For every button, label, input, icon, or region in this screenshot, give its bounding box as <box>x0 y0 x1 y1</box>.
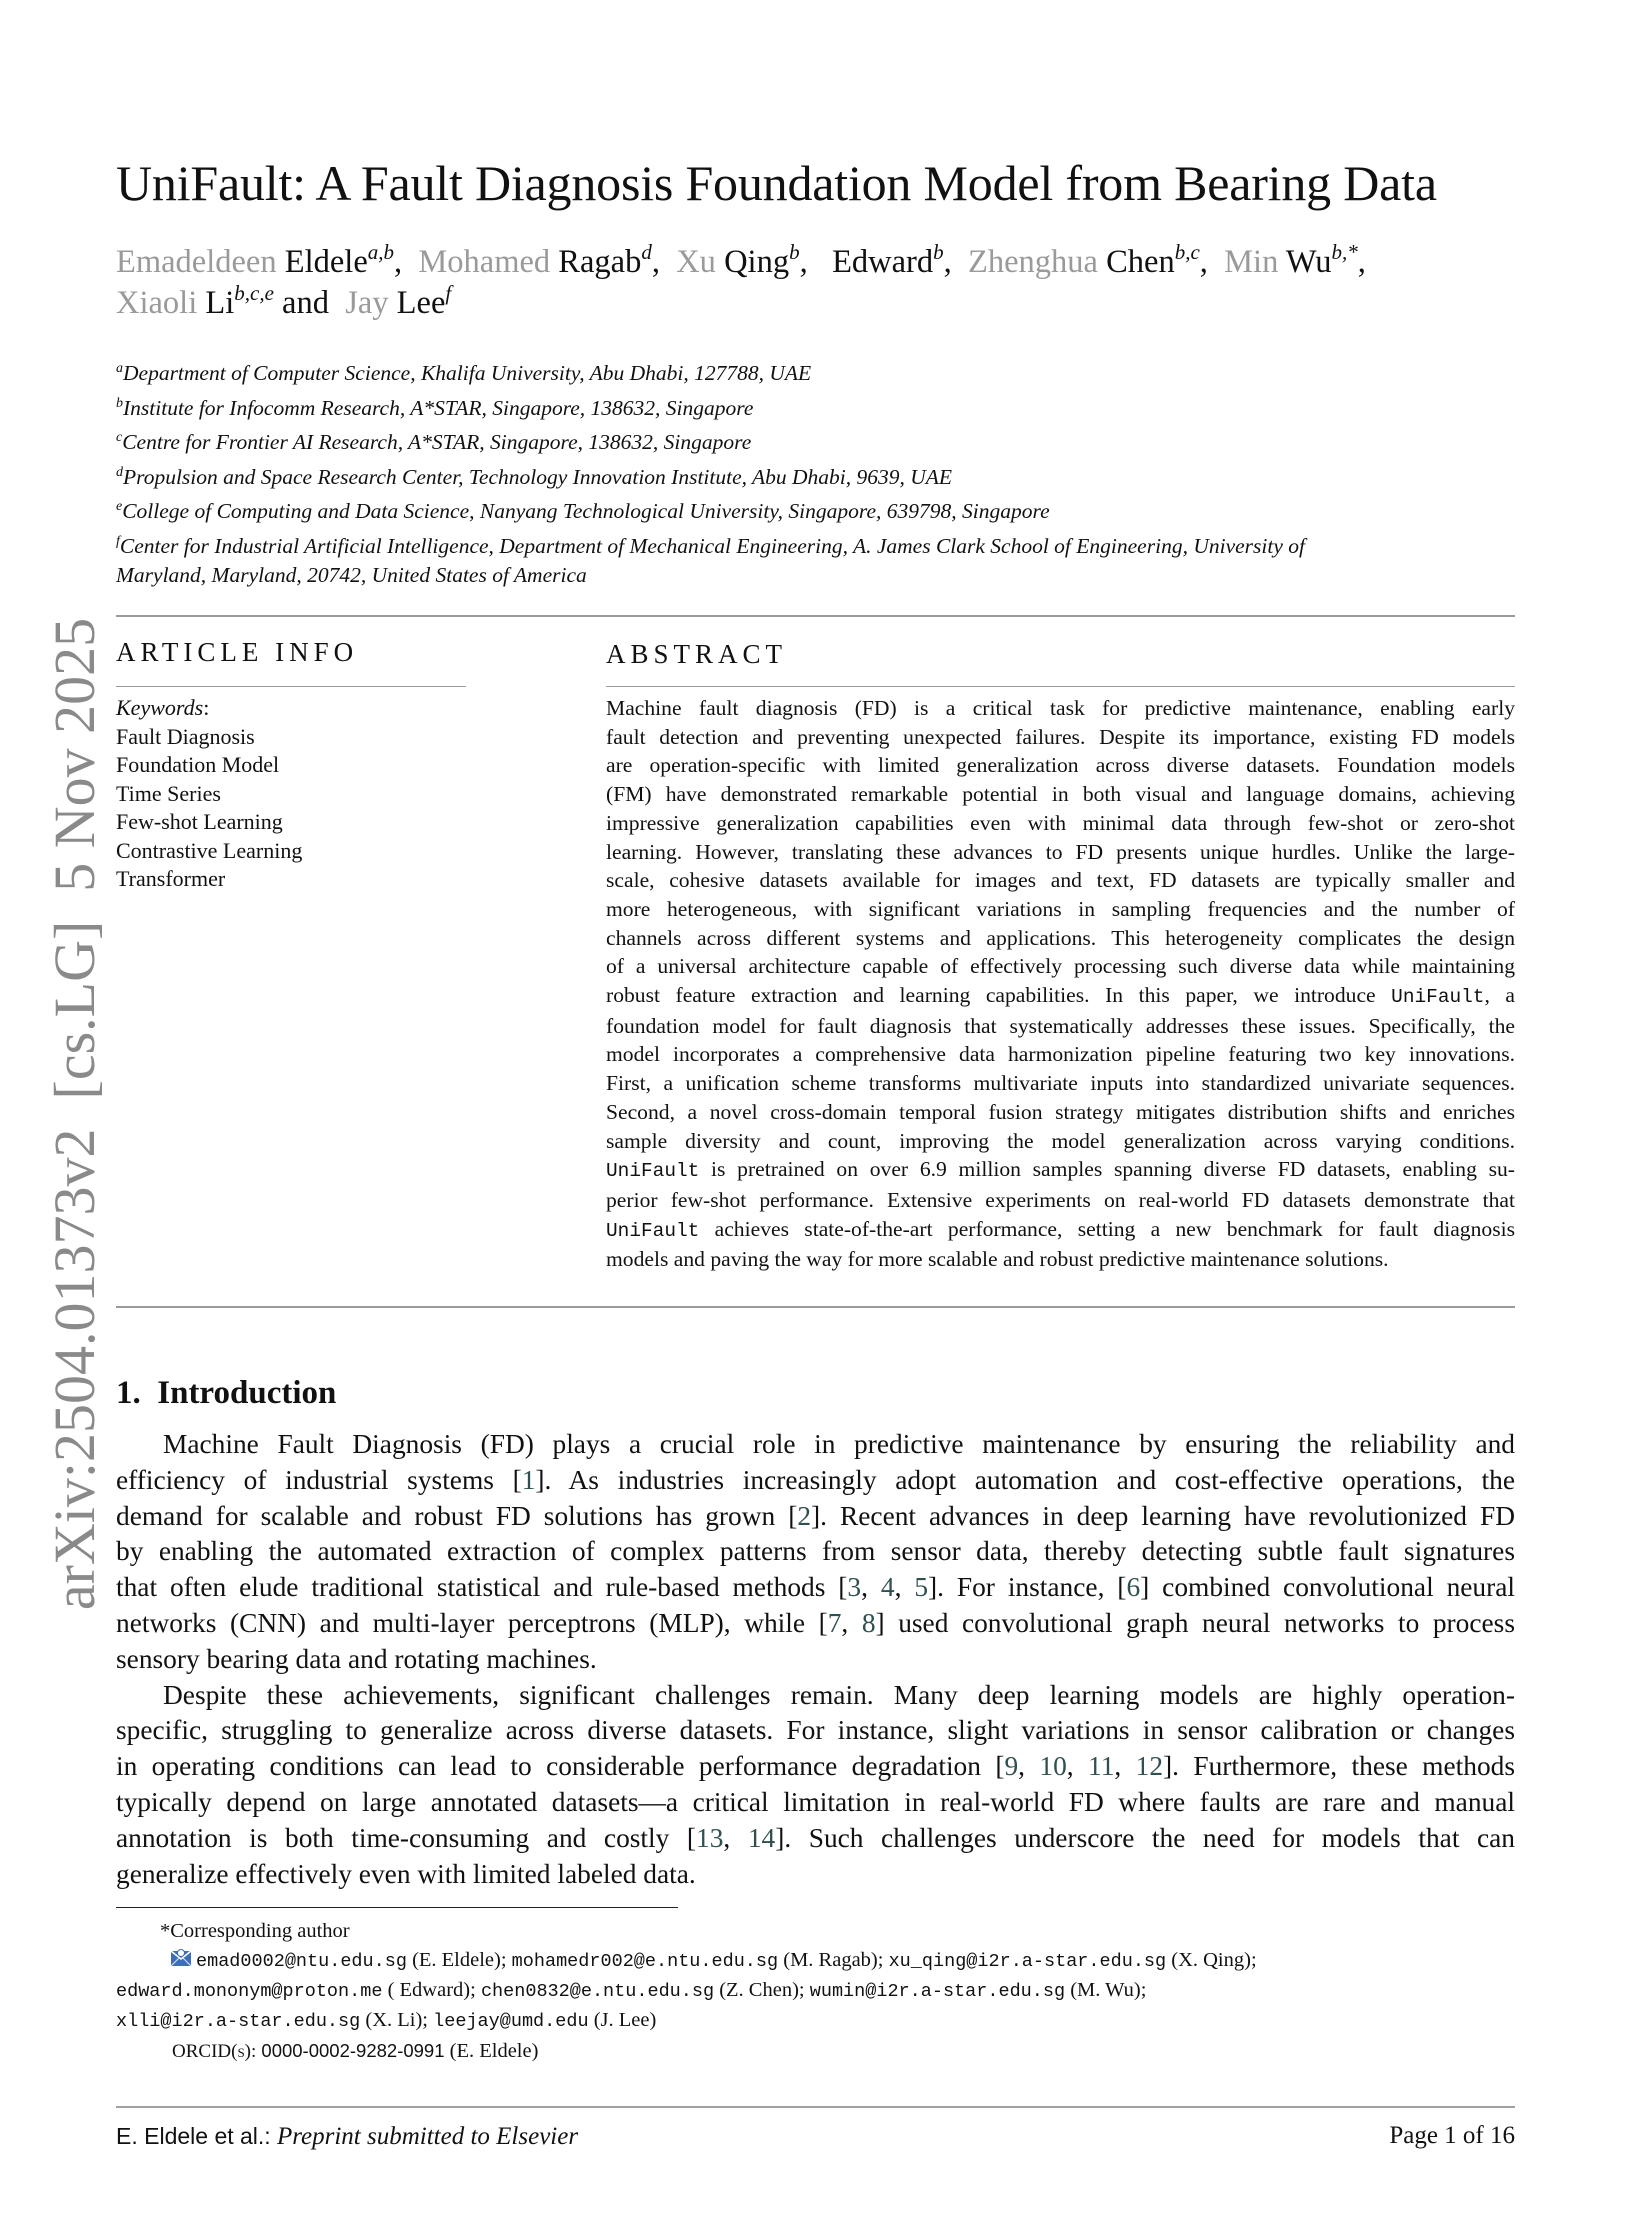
text-run: (E. Eldele); <box>406 1949 512 1971</box>
text-line <box>606 1012 1515 1041</box>
affiliation-mark: a <box>116 361 123 376</box>
affiliation <box>116 356 811 390</box>
text-run: , <box>861 1572 881 1603</box>
email-link[interactable]: wumin@i2r.a-star.edu.sg <box>809 1981 1066 2002</box>
text-run: ] combined convolutional neural <box>1140 1572 1516 1603</box>
email-line <box>116 1976 1257 2006</box>
author-first-name: Jay <box>345 285 389 321</box>
text-run: (M. Wu); <box>1065 1979 1147 2001</box>
text-run: (M. Ragab); <box>778 1949 889 1971</box>
author-affiliation-marks: a,b <box>367 240 395 264</box>
author-affiliation-marks: b <box>789 240 800 264</box>
text-run: that often elude traditional statistical and rule-based methods [ <box>116 1572 848 1603</box>
text-line <box>606 838 1515 867</box>
citation-link[interactable]: 12 <box>1135 1751 1164 1782</box>
affiliation <box>116 425 751 459</box>
author-affiliation-marks: b <box>933 240 944 264</box>
text-line <box>116 1606 1515 1642</box>
text-run: , <box>1114 1751 1136 1782</box>
text-line <box>116 1857 1515 1893</box>
email-link[interactable]: edward.mononym@proton.me <box>116 1981 383 2002</box>
text-line <box>606 1040 1515 1069</box>
text-run: of a universal architecture capable of effectively processing such diverse data while maintaining <box>606 954 1515 979</box>
author-last-name: Li <box>205 285 235 321</box>
text-run: Second, a novel cross-domain temporal fusion strategy mitigates distribution shifts and enriches <box>606 1099 1515 1124</box>
text-run: , a <box>1484 983 1515 1008</box>
keywords-label: Keywords <box>116 695 204 720</box>
text-run: Machine fault diagnosis (FD) is a critical task for predictive maintenance, enabling early <box>606 696 1515 720</box>
email-line <box>116 1946 1257 1976</box>
author-name <box>116 240 395 280</box>
affiliation-mark: b <box>116 396 123 411</box>
arxiv-identifier: arXiv:2504.01373v2 [cs.LG] 5 Nov 2025 <box>42 617 107 1611</box>
page-number: Page 1 of 16 <box>1389 2122 1515 2149</box>
text-run: more heterogeneous, with significant variations in sampling frequencies and the number of <box>606 896 1515 921</box>
model-name: UniFault <box>606 1219 700 1242</box>
text-line <box>116 1749 1515 1785</box>
email-line <box>116 2006 1257 2036</box>
text-run: networks (CNN) and multi-layer perceptrons (MLP), while [ <box>116 1607 828 1638</box>
text-run: foundation model for fault diagnosis that systematically addresses these issues. Specifically, the <box>606 1013 1515 1038</box>
text-line <box>606 1069 1515 1098</box>
citation-link[interactable]: 11 <box>1088 1751 1115 1782</box>
text-run: ]. For instance, [ <box>928 1572 1127 1603</box>
affiliation-text: Department of Computer Science, Khalifa University, Abu Dhabi, 127788, UAE <box>123 361 812 385</box>
affiliation-text: Centre for Frontier AI Research, A*STAR, Singapore, 138632, Singapore <box>122 430 752 454</box>
orcid-id-link[interactable]: 0000-0002-9282-0991 <box>261 2040 445 2061</box>
author-first-name: Min <box>1224 244 1279 280</box>
author-affiliation-marks: b,c <box>1174 240 1200 264</box>
author-name <box>968 240 1200 280</box>
author-line-1: Emadeldeen Eldele$^{a,b}$, Mohamed Ragab$^d$, Xu Qing$^b$, Edward$^b$, Zhenghua Chen$^{b,c}$, Min $Wu^{b,*}$, <box>116 240 1366 280</box>
affiliation-mark: f <box>116 534 120 549</box>
text-run: achieves state-of-the-art performance, setting a new benchmark for fault diagnosis <box>699 1216 1515 1241</box>
email-link[interactable]: xlli@i2r.a-star.edu.sg <box>116 2011 361 2032</box>
text-run: robust feature extraction and learning capabilities. In this paper, we introduce <box>606 983 1392 1008</box>
footer-venue: Preprint submitted to Elsevier <box>276 2123 579 2150</box>
text-run: ] used convolutional graph neural networks to process <box>875 1607 1515 1638</box>
text-line <box>116 1713 1515 1749</box>
text-run: sample diversity and count, improving the model generalization across varying conditions. <box>606 1128 1515 1153</box>
text-line <box>116 1642 1515 1678</box>
author-conjunction: and <box>282 285 329 321</box>
author-name <box>1224 240 1358 280</box>
text-line <box>116 1570 1515 1606</box>
keyword: Time Series <box>116 780 221 806</box>
section-number: 1. <box>116 1375 141 1411</box>
text-run: ]. Furthermore, these methods <box>1163 1751 1515 1782</box>
footer-authors: E. Eldele et al.: <box>116 2123 271 2149</box>
author-last-name: Wu <box>1285 244 1332 280</box>
keyword: Few-shot Learning <box>116 809 283 834</box>
affiliation-text: Center for Industrial Artificial Intelligence, Department of Mechanical Engineering, A. James Clark School of Engineering, University of <box>119 534 1305 558</box>
citation-link[interactable]: 5 <box>914 1572 929 1603</box>
text-run: model incorporates a comprehensive data harmonization pipeline featuring two key innovations. <box>606 1042 1515 1067</box>
footnote-rule <box>116 1907 678 1908</box>
email-link[interactable]: leejay@umd.edu <box>433 2011 589 2032</box>
text-line <box>606 1155 1515 1186</box>
author-name <box>116 281 274 321</box>
author-first-name: Emadeldeen <box>116 244 277 280</box>
abstract-bottom-divider <box>116 1306 1515 1308</box>
author-affiliation-marks: d <box>641 240 652 264</box>
text-run: by enabling the automated extraction of complex patterns from sensor data, thereby detecting subtle fault signatures <box>116 1536 1515 1567</box>
affiliation-mark: d <box>116 465 123 480</box>
abstract-divider <box>606 686 1515 687</box>
text-line <box>606 809 1515 838</box>
author-first-name: Zhenghua <box>968 244 1098 280</box>
text-line <box>606 1127 1515 1156</box>
affiliation <box>116 391 753 425</box>
text-line <box>606 751 1515 780</box>
text-line <box>116 1534 1515 1570</box>
paragraph <box>116 1678 1515 1893</box>
text-line <box>606 981 1515 1012</box>
citation-link[interactable]: 14 <box>747 1822 776 1853</box>
author-affiliation-marks: b,c,e <box>234 281 274 305</box>
text-run: Machine Fault Diagnosis (FD) plays a crucial role in predictive maintenance by ensuring the reliability and <box>163 1429 1515 1459</box>
text-line <box>606 694 1515 723</box>
text-run: channels across different systems and applications. This heterogeneity complicates the design <box>606 925 1515 950</box>
citation-link[interactable]: 3 <box>847 1572 862 1603</box>
affiliation-text: College of Computing and Data Science, Nanyang Technological University, Singapore, 639798, Singapore <box>122 499 1050 523</box>
author-last-name: Chen <box>1106 244 1175 280</box>
text-run: efficiency of industrial systems [ <box>116 1464 522 1495</box>
keywords-colon: : <box>203 695 210 720</box>
text-line <box>116 1427 1515 1463</box>
text-run: (Z. Chen); <box>714 1979 810 2001</box>
author-affiliation-marks: f <box>445 281 452 305</box>
affiliation-mark: c <box>116 430 123 445</box>
author-name <box>832 240 944 280</box>
paragraph <box>116 1427 1515 1678</box>
text-run: learning. However, translating these advances to FD presents unique hurdles. Unlike the large- <box>606 839 1515 864</box>
text-run: generalize effectively even with limited labeled data. <box>116 1858 696 1889</box>
footnotes <box>116 1917 1257 2066</box>
affiliation-text: Propulsion and Space Research Center, Technology Innovation Institute, Abu Dhabi, 9639, UAE <box>123 465 953 489</box>
text-run: , <box>723 1822 748 1853</box>
text-run: is pretrained on over 6.9 million samples spanning diverse FD datasets, enabling su- <box>699 1157 1515 1182</box>
footer-rule <box>116 2106 1515 2108</box>
citation-link[interactable]: 10 <box>1039 1751 1067 1782</box>
text-run: specific, struggling to generalize across diverse datasets. For instance, slight variations in sensor calibration or changes <box>116 1715 1515 1746</box>
citation-link[interactable]: 8 <box>861 1607 876 1638</box>
text-line <box>116 1499 1515 1535</box>
text-line <box>606 1215 1515 1246</box>
text-run: ]. Recent advances in deep learning have revolutionized FD <box>811 1500 1515 1531</box>
text-run: (FM) have demonstrated remarkable potential in both visual and language domains, achieving <box>606 782 1515 807</box>
keyword: Contrastive Learning <box>116 837 303 863</box>
affiliation <box>116 558 587 592</box>
text-run: scale, cohesive datasets available for images and text, FD datasets are typically smaller and <box>606 868 1515 893</box>
text-run: (J. Lee) <box>588 2009 657 2031</box>
text-line <box>606 1186 1515 1215</box>
citation-link[interactable]: 7 <box>827 1607 842 1638</box>
article-info-divider <box>116 686 466 687</box>
citation-link[interactable]: 2 <box>797 1500 812 1531</box>
citation-link[interactable]: 6 <box>1126 1572 1141 1603</box>
author-line-2 <box>116 283 1516 324</box>
affiliation <box>116 494 1050 528</box>
text-run: fault detection and preventing unexpected failures. Despite its importance, existing FD models <box>606 724 1515 749</box>
email-link[interactable]: emad0002@ntu.edu.sg <box>196 1951 407 1972</box>
keyword: Fault Diagnosis <box>116 723 255 749</box>
text-run: First, a unification scheme transforms multivariate inputs into standardized univariate sequences. <box>606 1071 1515 1096</box>
paper-title: UniFault: A Fault Diagnosis Foundation Model from Bearing Data <box>116 155 1437 211</box>
text-run: ]. As industries increasingly adopt automation and cost-effective operations, the <box>535 1464 1516 1495</box>
author-first-name: Xiaoli <box>116 285 198 321</box>
text-run: are operation-specific with limited generalization across diverse datasets. Foundation models <box>606 753 1515 778</box>
author-last-name: Lee <box>396 285 446 321</box>
abstract-text <box>606 694 1515 1274</box>
affiliation-text: Institute for Infocomm Research, A*STAR, Singapore, 138632, Singapore <box>123 396 754 420</box>
text-line <box>606 1098 1515 1127</box>
citation-link[interactable]: 9 <box>1004 1751 1019 1782</box>
text-run: ]. Such challenges underscore the need for models that can <box>775 1822 1515 1853</box>
model-name: UniFault <box>1391 986 1485 1009</box>
text-line <box>116 1463 1515 1499</box>
author-first-name: Mohamed <box>418 244 551 280</box>
author-last-name: Qing <box>724 244 790 280</box>
text-line <box>606 866 1515 895</box>
text-run: ( Edward); <box>382 1979 481 2001</box>
author-first-name: Xu <box>676 244 716 280</box>
top-divider <box>116 615 1515 617</box>
citation-link[interactable]: 1 <box>521 1464 536 1495</box>
author-last-name: Eldele <box>284 244 368 280</box>
affiliation-mark: e <box>116 499 123 514</box>
email-link[interactable]: mohamedr002@e.ntu.edu.sg <box>511 1951 779 1972</box>
section-heading-introduction <box>116 1374 336 1412</box>
text-line <box>606 924 1515 953</box>
author-last-name: Edward <box>832 244 934 280</box>
text-line <box>116 1678 1515 1714</box>
section-title: Introduction <box>157 1375 337 1411</box>
citation-link[interactable]: 4 <box>880 1572 895 1603</box>
author-last-name: Ragab <box>558 244 642 280</box>
text-run: , <box>894 1572 915 1603</box>
text-line <box>606 1245 1515 1274</box>
orcid-name: (E. Eldele) <box>444 2040 539 2062</box>
text-line <box>606 952 1515 981</box>
article-info-heading: ARTICLE INFO <box>116 637 359 667</box>
text-run: , <box>841 1607 862 1638</box>
text-run: sensory bearing data and rotating machines. <box>116 1643 597 1674</box>
text-line <box>116 1785 1515 1821</box>
keyword: Foundation Model <box>116 752 280 777</box>
text-run: models and paving the way for more scalable and robust predictive maintenance solutions. <box>606 1247 1389 1272</box>
text-run: demand for scalable and robust FD solutions has grown [ <box>116 1500 798 1531</box>
text-run: impressive generalization capabilities even with minimal data through few-shot or zero-shot <box>606 810 1515 835</box>
text-run: annotation is both time-consuming and costly [ <box>116 1822 697 1853</box>
text-run: , <box>1018 1751 1040 1782</box>
text-run: , <box>1066 1751 1089 1782</box>
corresponding-author-note: *Corresponding author <box>160 1920 350 1942</box>
text-run: (X. Li); <box>360 2009 434 2031</box>
orcid-label: ORCID(s): <box>172 2041 257 2062</box>
text-run: perior few-shot performance. Extensive experiments on real-world FD datasets demonstrate that <box>606 1187 1515 1212</box>
text-run: in operating conditions can lead to considerable performance degradation [ <box>116 1751 1005 1782</box>
keyword: Transformer <box>116 866 226 891</box>
keywords-block <box>116 694 302 894</box>
text-run: (X. Qing); <box>1166 1949 1257 1971</box>
text-run: typically depend on large annotated datasets—a critical limitation in real-world FD where faults are rare and manual <box>116 1786 1515 1817</box>
text-line <box>606 780 1515 809</box>
author-name <box>345 281 452 321</box>
text-run: Despite these achievements, significant challenges remain. Many deep learning models are highly operation- <box>163 1679 1515 1710</box>
email-link[interactable]: chen0832@e.ntu.edu.sg <box>480 1981 715 2002</box>
model-name: UniFault <box>606 1160 700 1183</box>
text-line <box>606 895 1515 924</box>
introduction-body <box>116 1427 1515 1892</box>
email-link[interactable]: xu_qing@i2r.a-star.edu.sg <box>888 1951 1167 1972</box>
citation-link[interactable]: 13 <box>696 1822 724 1853</box>
abstract-heading: ABSTRACT <box>606 639 788 669</box>
affiliation <box>116 460 952 494</box>
author-name <box>676 240 800 280</box>
text-line <box>606 723 1515 752</box>
author-affiliation-marks: b,* <box>1331 240 1358 264</box>
text-line <box>116 1821 1515 1857</box>
affiliation-text: Maryland, Maryland, 20742, United States of America <box>116 563 587 587</box>
page-footer <box>116 2120 1515 2153</box>
orcid-line <box>116 2036 1257 2066</box>
envelope-icon <box>170 1948 192 1968</box>
author-name <box>418 240 652 280</box>
